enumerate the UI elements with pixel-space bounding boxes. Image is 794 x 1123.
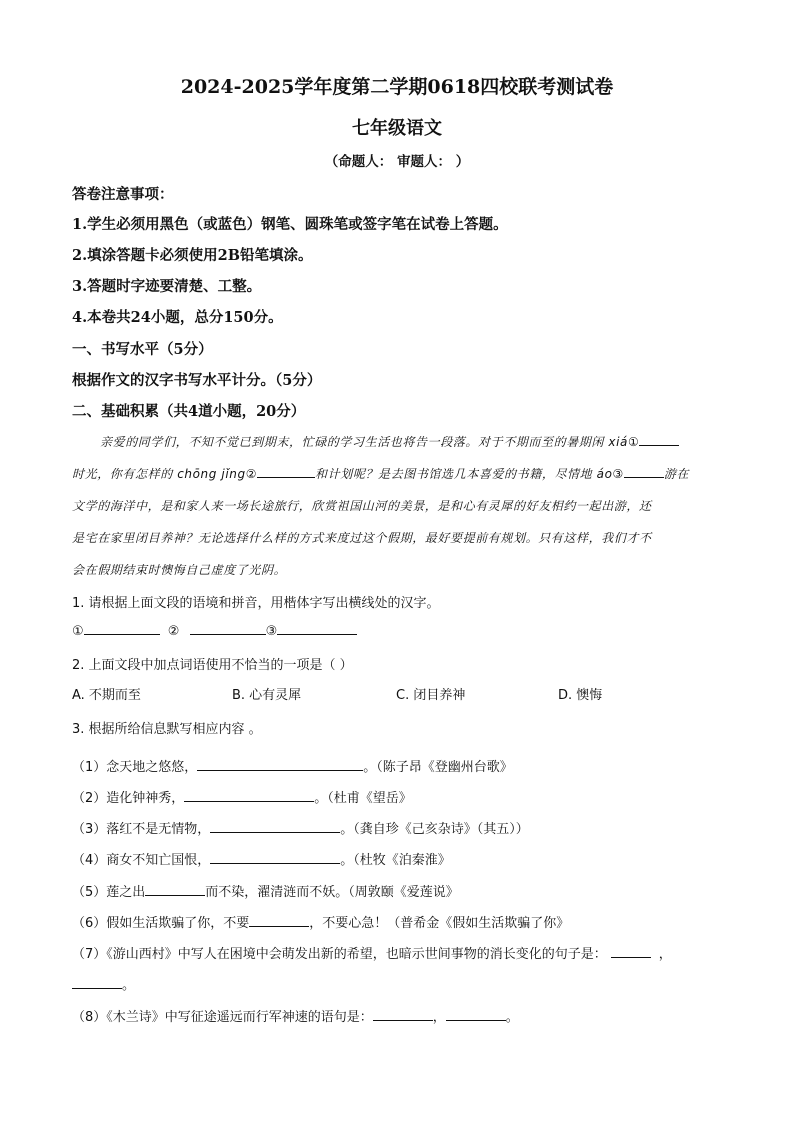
note-item: 3.答题时字迹要清楚、工整。 [72,278,262,295]
recite-blank[interactable] [373,1008,433,1021]
answer-line-1[interactable] [84,622,160,635]
passage-text: 游在 [663,467,690,481]
recite-comma: ， [658,947,672,962]
recite-prompt: （3）落红不是无情物， [72,822,211,837]
option-b[interactable]: B. 心有灵犀 [232,688,302,703]
recite-comma: ， [432,1010,446,1025]
recite-prompt: （4）商女不知亡国恨， [72,853,211,868]
recite-item-7-cont [72,974,135,993]
passage-line-1 [100,433,750,450]
note-item: 4.本卷共24小题，总分150分。 [72,309,283,326]
passage-text: 和计划呢？是去图书馆选几本喜爱的书籍，尽情地 áo③ [315,467,624,481]
recite-blank[interactable] [197,758,363,771]
recite-item-4 [72,849,451,868]
recite-prompt: （8）《木兰诗》中写征途遥远而行军神速的语句是： [72,1010,373,1025]
recite-blank[interactable] [145,883,205,896]
question-1-answers [72,622,357,639]
answer-marker: ② [167,624,180,639]
note-item: 1.学生必须用黑色（或蓝色）钢笔、圆珠笔或签字笔在试卷上答题。 [72,216,508,233]
recite-blank[interactable] [611,945,651,958]
recite-blank[interactable] [210,851,340,864]
section1-body: 根据作文的汉字书写水平计分。（5分） [72,372,322,389]
section1-heading: 一、书写水平（5分） [72,341,213,358]
recite-prompt: （5）莲之出 [72,885,146,900]
recite-item-5 [72,881,459,900]
recite-item-7 [72,943,672,962]
passage-line-5: 会在假期结束时懊悔自己虚度了光阴。 [72,563,287,577]
recite-item-8 [72,1006,519,1025]
passage-line-4: 是宅在家里闭目养神？无论选择什么样的方式来度过这个假期，最好要提前有规划。只有这样，我们才不 [72,531,652,545]
recite-prompt: （1）念天地之悠悠， [72,760,198,775]
answer-line-3[interactable] [277,622,357,635]
answer-marker: ① [72,624,84,639]
recite-source: 。（杜甫《望岳》 [314,791,412,806]
recite-prompt: （2）造化钟神秀， [72,791,185,806]
option-c[interactable]: C. 闭目养神 [396,688,466,703]
recite-source: 。（龚自珍《己亥杂诗》（其五）） [340,822,529,837]
question-3: 3. 根据所给信息默写相应内容 。 [72,722,262,737]
section2-heading: 二、基础积累（共4道小题，20分） [72,403,306,420]
recite-source: 而不染，濯清涟而不妖。（周敦颐《爱莲说》 [205,885,459,900]
recite-item-1 [72,756,513,775]
recite-period: 。 [122,978,136,993]
note-item: 2.填涂答题卡必须使用2B铅笔填涂。 [72,247,313,264]
answer-blank-2[interactable] [257,465,315,478]
exam-title: 2024-2025学年度第二学期0618四校联考测试卷 [180,76,614,98]
answer-line-2[interactable] [190,622,266,635]
recite-blank[interactable] [72,976,122,989]
recite-item-3 [72,818,529,837]
passage-line-2 [72,465,722,482]
recite-blank[interactable] [210,820,340,833]
recite-source: ，不要心急！（普希金《假如生活欺骗了你》 [309,916,570,931]
question-2: 2. 上面文段中加点词语使用不恰当的一项是（ ） [72,658,353,673]
passage-text: 亲爱的同学们，不知不觉已到期末，忙碌的学习生活也将告一段落。对于不期而至的暑期闲 xiá① [100,435,640,449]
recite-item-6 [72,912,569,931]
recite-item-2 [72,787,412,806]
notes-heading: 答卷注意事项： [72,186,174,203]
answer-blank-3[interactable] [624,465,664,478]
recite-blank[interactable] [446,1008,506,1021]
passage-line-3: 文学的海洋中，是和家人来一场长途旅行，欣赏祖国山河的美景，是和心有灵犀的好友相约一起出游，还 [72,499,652,513]
option-a[interactable]: A. 不期而至 [72,688,141,703]
recite-source: 。（陈子昂《登幽州台歌》 [363,760,513,775]
recite-blank[interactable] [184,789,314,802]
answer-marker: ③ [265,624,278,639]
passage-text: 时光，你有怎样的 chōng jǐng② [72,467,258,481]
recite-prompt: （6）假如生活欺骗了你，不要 [72,916,250,931]
author-line: （命题人： 审题人： ） [324,154,470,170]
option-d[interactable]: D. 懊悔 [558,688,603,703]
exam-subtitle: 七年级语文 [352,118,442,139]
answer-blank-1[interactable] [639,433,679,446]
recite-blank[interactable] [249,914,309,927]
recite-prompt: （7）《游山西村》中写人在困境中会萌发出新的希望，也暗示世间事物的消长变化的句子是： [72,947,607,962]
recite-period: 。 [505,1010,519,1025]
recite-source: 。（杜牧《泊秦淮》 [340,853,451,868]
question-1: 1. 请根据上面文段的语境和拼音，用楷体字写出横线处的汉字。 [72,596,440,611]
